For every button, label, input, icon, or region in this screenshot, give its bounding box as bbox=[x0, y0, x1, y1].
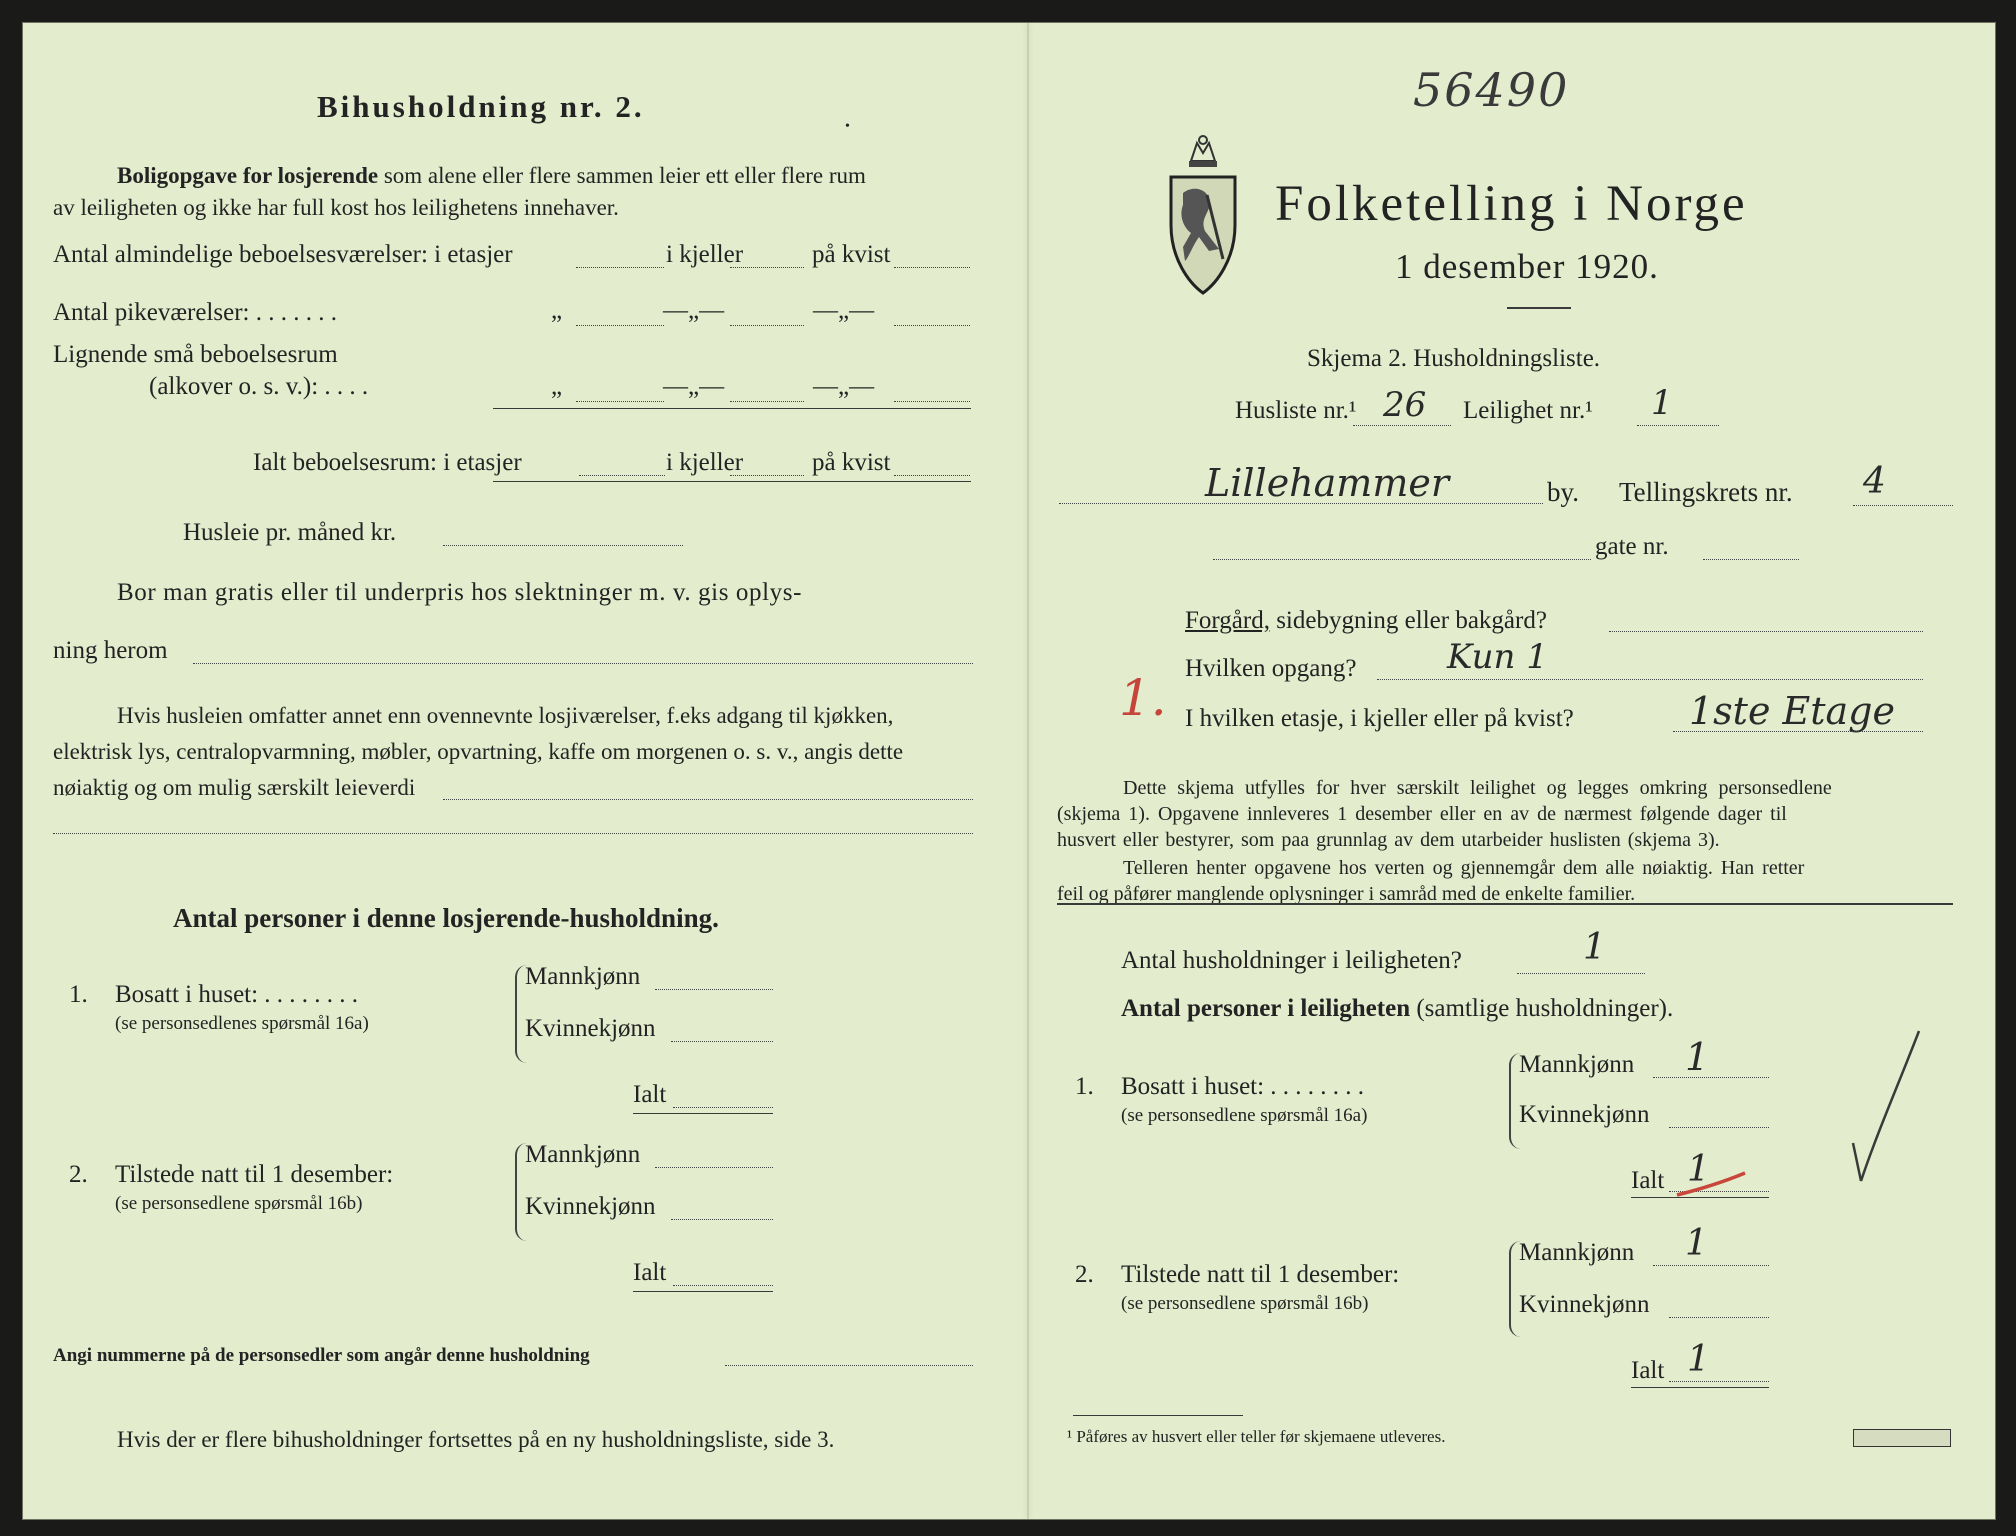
etasje-value: 1ste Etage bbox=[1689, 689, 1895, 733]
dette-line4: Telleren henter opgavene hos verten og gjennemgår dem alle nøiaktig. Han retter bbox=[1123, 857, 1805, 879]
left-q2-label: Tilstede natt til 1 desember: bbox=[115, 1161, 394, 1188]
gate-nr-field[interactable] bbox=[1703, 559, 1799, 560]
lignende-ditto-2: —„— bbox=[663, 373, 725, 400]
footnote-rule bbox=[1073, 1415, 1243, 1416]
angi-label: Angi nummerne på de personsedler som angår denne husholdning bbox=[53, 1345, 590, 1366]
by-label: by. bbox=[1547, 477, 1579, 507]
census-date: 1 desember 1920. bbox=[1395, 247, 1659, 286]
left-q2-number: 2. bbox=[69, 1161, 88, 1188]
left-q2-ialt-label: Ialt bbox=[633, 1259, 667, 1286]
left-q1-kvinne-field[interactable] bbox=[671, 1041, 773, 1042]
left-q1-ialt-label: Ialt bbox=[633, 1081, 667, 1108]
right-q2-ialt-rule bbox=[1631, 1387, 1769, 1388]
gratis-line2: ning herom bbox=[53, 637, 168, 664]
left-q1-number: 1. bbox=[69, 981, 88, 1008]
forgard-rest: sidebygning eller bakgård? bbox=[1276, 607, 1547, 634]
husholdninger-field[interactable] bbox=[1517, 973, 1645, 974]
left-q1-mann-field[interactable] bbox=[655, 989, 773, 990]
leilighet-field[interactable] bbox=[1637, 425, 1719, 426]
left-page-title: Bihusholdning nr. 2. bbox=[317, 89, 645, 124]
right-q1-mann-label: Mannkjønn bbox=[1519, 1051, 1635, 1078]
rooms-kvist-label: på kvist bbox=[812, 241, 891, 268]
right-q1-number: 1. bbox=[1075, 1073, 1094, 1100]
left-footer: Hvis der er flere bihusholdninger fortsettes på en ny husholdningsliste, side 3. bbox=[117, 1427, 835, 1452]
page-fold bbox=[1027, 23, 1029, 1519]
opgang-field[interactable] bbox=[1377, 679, 1923, 680]
pike-etasjer-field[interactable] bbox=[576, 325, 664, 326]
opgang-value: Kun 1 bbox=[1447, 637, 1548, 677]
rooms-kvist-field[interactable] bbox=[894, 267, 970, 268]
left-q1-mann-label: Mannkjønn bbox=[525, 963, 641, 990]
hvis-line3: nøiaktig og om mulig særskilt leieverdi bbox=[53, 775, 416, 800]
left-q2-kvinne-label: Kvinnekjønn bbox=[525, 1193, 656, 1220]
right-q1-mann-value: 1 bbox=[1685, 1035, 1710, 1079]
pike-ditto-1: „ bbox=[551, 297, 563, 324]
margin-mark: 1. bbox=[1119, 669, 1167, 727]
husholdninger-label: Antal husholdninger i leiligheten? bbox=[1121, 947, 1462, 974]
right-q1-sub: (se personsedlene spørsmål 16a) bbox=[1121, 1105, 1368, 1126]
left-q2-ialt-field[interactable] bbox=[673, 1285, 773, 1286]
lignende-ditto-3: —„— bbox=[813, 373, 875, 400]
by-value: Lillehammer bbox=[1205, 461, 1450, 505]
dette-line2: (skjema 1). Opgavene innleveres 1 desember eller en av de nærmest følgende dager til bbox=[1057, 803, 1787, 825]
footnote: ¹ Påføres av husvert eller teller før skjemaene utleveres. bbox=[1067, 1427, 1446, 1446]
lignende-kvist-field[interactable] bbox=[894, 401, 970, 402]
left-q1-sub: (se personsedlenes spørsmål 16a) bbox=[115, 1013, 369, 1034]
ialt-kvist-label: på kvist bbox=[812, 449, 891, 476]
printer-stamp bbox=[1853, 1429, 1951, 1447]
title-rule bbox=[1507, 307, 1571, 309]
pike-kvist-field[interactable] bbox=[894, 325, 970, 326]
left-q1-label: Bosatt i huset: . . . . . . . . bbox=[115, 981, 359, 1008]
intro-line2: av leiligheten og ikke har full kost hos leilighetens innehaver. bbox=[53, 195, 619, 220]
tellingskrets-field[interactable] bbox=[1853, 505, 1953, 506]
right-personer-rest: (samtlige husholdninger). bbox=[1416, 995, 1674, 1022]
gate-label: gate nr. bbox=[1595, 533, 1669, 560]
leieverdi-field[interactable] bbox=[443, 799, 973, 800]
lignende-kjeller-field[interactable] bbox=[730, 401, 804, 402]
rooms-kjeller-field[interactable] bbox=[730, 267, 804, 268]
etasje-label: I hvilken etasje, i kjeller eller på kvist? bbox=[1185, 705, 1574, 732]
right-personer-bold: Antal personer i leiligheten bbox=[1121, 995, 1411, 1022]
pike-ditto-3: —„— bbox=[813, 297, 875, 324]
left-personer-heading: Antal personer i denne losjerende-husholdning. bbox=[173, 903, 719, 933]
rooms-label: Antal almindelige beboelsesværelser: i etasjer bbox=[53, 241, 513, 268]
pike-label: Antal pikeværelser: . . . . . . . bbox=[53, 299, 337, 326]
archive-number: 56490 bbox=[1413, 63, 1570, 117]
ialt-etasjer-field[interactable] bbox=[579, 475, 665, 476]
ink-dot: • bbox=[845, 119, 850, 134]
gratis-field[interactable] bbox=[193, 663, 973, 664]
forgard-underlined: Forgård, bbox=[1185, 607, 1270, 634]
husleie-label: Husleie pr. måned kr. bbox=[183, 519, 397, 546]
gratis-line1: Bor man gratis eller til underpris hos slektninger m. v. gis oplys- bbox=[117, 579, 803, 606]
intro-rest: som alene eller flere sammen leier ett eller flere rum bbox=[383, 163, 866, 188]
angi-field[interactable] bbox=[725, 1365, 973, 1366]
gate-field[interactable] bbox=[1213, 559, 1591, 560]
coat-of-arms-icon bbox=[1163, 133, 1243, 303]
right-q2-ialt-label: Ialt bbox=[1631, 1357, 1665, 1384]
lignende-label-1: Lignende små beboelsesrum bbox=[53, 341, 338, 368]
right-q2-kvinne-label: Kvinnekjønn bbox=[1519, 1291, 1650, 1318]
pike-kjeller-field[interactable] bbox=[730, 325, 804, 326]
ialt-kjeller-label: i kjeller bbox=[666, 449, 744, 476]
etasje-field[interactable] bbox=[1673, 731, 1923, 732]
check-marks-icon bbox=[1663, 1023, 1923, 1213]
tellingskrets-label: Tellingskrets nr. bbox=[1619, 477, 1793, 507]
dette-line1: Dette skjema utfylles for hver særskilt leilighet og legges omkring personsedlene bbox=[1123, 777, 1832, 799]
sum-rule bbox=[493, 408, 971, 409]
right-q1-ialt-value: 1 bbox=[1687, 1149, 1710, 1190]
census-form-sheet bbox=[22, 22, 1996, 1520]
right-q1-label: Bosatt i huset: . . . . . . . . bbox=[1121, 1073, 1365, 1100]
left-q2-mann-field[interactable] bbox=[655, 1167, 773, 1168]
left-q2-sub: (se personsedlene spørsmål 16b) bbox=[115, 1193, 363, 1214]
right-q2-label: Tilstede natt til 1 desember: bbox=[1121, 1261, 1400, 1288]
right-q2-ialt-field[interactable] bbox=[1669, 1381, 1769, 1382]
rooms-kjeller-label: i kjeller bbox=[666, 241, 744, 268]
husleie-field[interactable] bbox=[443, 545, 683, 546]
instructions-rule bbox=[1057, 903, 1953, 905]
husholdninger-value: 1 bbox=[1583, 927, 1606, 968]
pike-ditto-2: —„— bbox=[663, 297, 725, 324]
forgard-field[interactable] bbox=[1609, 631, 1923, 632]
husliste-label: Husliste nr.¹ bbox=[1235, 397, 1357, 424]
by-field[interactable] bbox=[1059, 503, 1543, 504]
ialt-kvist-field[interactable] bbox=[894, 475, 970, 476]
husliste-value: 26 bbox=[1383, 385, 1427, 425]
right-q2-mann-value: 1 bbox=[1685, 1223, 1708, 1264]
lignende-etasjer-field[interactable] bbox=[576, 401, 664, 402]
ialt-kjeller-field[interactable] bbox=[730, 475, 804, 476]
right-q2-mann-field[interactable] bbox=[1653, 1265, 1769, 1266]
lignende-label-2: (alkover o. s. v.): . . . . bbox=[149, 373, 369, 400]
right-q2-ialt-value: 1 bbox=[1687, 1339, 1710, 1380]
ialt-rooms-label: Ialt beboelsesrum: i etasjer bbox=[253, 449, 522, 476]
leieverdi-field-2[interactable] bbox=[53, 833, 973, 834]
ialt-rule bbox=[493, 481, 971, 482]
left-q2-mann-label: Mannkjønn bbox=[525, 1141, 641, 1168]
dette-line3: husvert eller bestyrer, som paa grunnlag av dem utarbeider huslisten (skjema 3). bbox=[1057, 829, 1720, 851]
rooms-etasjer-field[interactable] bbox=[576, 267, 664, 268]
right-page-title: Folketelling i Norge bbox=[1275, 176, 1748, 232]
husliste-field[interactable] bbox=[1353, 425, 1451, 426]
right-q1-ialt-label: Ialt bbox=[1631, 1167, 1665, 1194]
lignende-ditto-1: „ bbox=[551, 373, 563, 400]
intro-bold: Boligopgave for losjerende bbox=[117, 163, 379, 188]
tellingskrets-value: 4 bbox=[1863, 461, 1886, 502]
left-q2-kvinne-field[interactable] bbox=[671, 1219, 773, 1220]
left-q1-kvinne-label: Kvinnekjønn bbox=[525, 1015, 656, 1042]
leilighet-label: Leilighet nr.¹ bbox=[1463, 397, 1593, 424]
opgang-label: Hvilken opgang? bbox=[1185, 655, 1357, 682]
hvis-line2: elektrisk lys, centralopvarmning, møbler, opvartning, kaffe om morgenen o. s. v., angis dette bbox=[53, 739, 904, 764]
left-q1-ialt-field[interactable] bbox=[673, 1107, 773, 1108]
right-q2-kvinne-field[interactable] bbox=[1669, 1317, 1769, 1318]
hvis-line1: Hvis husleien omfatter annet enn ovennevnte losjiværelser, f.eks adgang til kjøkken, bbox=[117, 703, 894, 728]
dette-line5: feil og påfører manglende oplysninger i samråd med de enkelte familier. bbox=[1057, 883, 1636, 905]
left-q2-ialt-rule bbox=[633, 1291, 773, 1292]
left-q1-ialt-rule bbox=[633, 1113, 773, 1114]
right-q2-sub: (se personsedlene spørsmål 16b) bbox=[1121, 1293, 1369, 1314]
right-q1-kvinne-label: Kvinnekjønn bbox=[1519, 1101, 1650, 1128]
right-q2-mann-label: Mannkjønn bbox=[1519, 1239, 1635, 1266]
leilighet-value: 1 bbox=[1651, 383, 1673, 423]
skjema-label: Skjema 2. Husholdningsliste. bbox=[1307, 345, 1601, 372]
right-q2-number: 2. bbox=[1075, 1261, 1094, 1288]
